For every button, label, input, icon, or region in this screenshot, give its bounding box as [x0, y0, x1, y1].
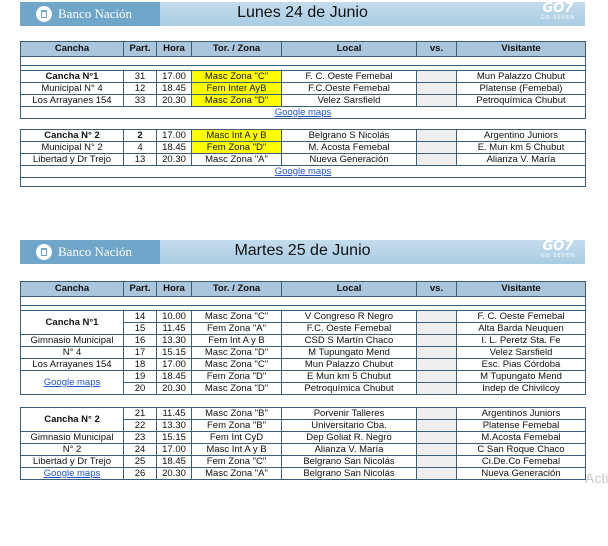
cancha-name: Cancha N°1 — [21, 311, 124, 335]
table-row: Cancha N° 2 21 11.45 Masc Zona "B" Porvenir Talleres Argentinos Juniors — [21, 408, 586, 420]
go7-logo: GO7 GO SEVEN — [540, 239, 575, 259]
day-banner — [20, 2, 585, 26]
col-zona: Tor. / Zona — [192, 282, 282, 297]
col-local: Local — [282, 42, 417, 57]
table-header — [21, 42, 586, 57]
google-maps-link[interactable]: Google maps — [43, 467, 101, 479]
cancha-name: Cancha N° 2 — [21, 408, 124, 432]
table-row: N° 2 24 17.00 Masc Int A y B Alianza V. María C San Roque Chaco — [21, 444, 586, 456]
day-title: Martes 25 de Junio — [234, 242, 371, 259]
col-zona: Tor. / Zona — [192, 42, 282, 57]
col-vs: vs. — [417, 282, 457, 297]
schedule-table-martes — [20, 281, 586, 480]
cancha-address: Municipal N° 4 — [21, 83, 124, 95]
go7-logo: GO7 GO SEVEN — [540, 1, 575, 21]
cancha-address: Municipal N° 2 — [21, 142, 124, 154]
col-hora: Hora — [157, 282, 192, 297]
cancha-address: Los Arrayanes 154 — [21, 95, 124, 107]
watermark-text: Acti — [585, 470, 608, 486]
cancha-address: Gimnasio Municipal — [21, 432, 124, 444]
cancha-name: Cancha N° 2 — [21, 130, 124, 142]
table-row: Cancha N° 2 2 17.00 Masc Int A y B Belgrano S Nicolás Argentino Juniors — [21, 130, 586, 142]
table-row: Libertad y Dr Trejo 25 18.45 Fem Zona "C" Belgrano San Nicolás Ci.De.Co Femebal — [21, 456, 586, 468]
google-maps-link[interactable]: Google maps — [43, 376, 101, 388]
table-row: Los Arrayanes 154 33 20.30 Masc Zona "D" Velez Sarsfield Petroquímica Chubut — [21, 95, 586, 107]
table-row: 15 11.45 Fem Zona "A" F.C. Oeste Femebal Alta Barda Neuquen — [21, 323, 586, 335]
table-row: Google maps 19 18.45 Fem Zona "D" E Mun km 5 Chubut M Tupungato Mend — [21, 371, 586, 383]
col-hora: Hora — [157, 42, 192, 57]
col-cancha: Cancha — [21, 282, 124, 297]
table-header — [21, 282, 586, 297]
day-banner — [20, 240, 585, 264]
table-row: 20 20.30 Masc Zona "D" Petroquímica Chubut Indep de Chivilcoy — [21, 383, 586, 395]
google-maps-link[interactable]: Google maps — [274, 165, 332, 177]
cancha-address: N° 4 — [21, 347, 124, 359]
table-row: Libertad y Dr Trejo 13 20.30 Masc Zona "A" Nueva Generación Alianza V. María — [21, 154, 586, 166]
cancha-address: Libertad y Dr Trejo — [21, 456, 124, 468]
col-local: Local — [282, 282, 417, 297]
table-row: Municipal N° 4 12 18.45 Fem Inter AyB F.C.Oeste Femebal Platense (Femebal) — [21, 83, 586, 95]
col-vs: vs. — [417, 42, 457, 57]
schedule-table-lunes — [20, 41, 586, 187]
col-part: Part. — [124, 42, 157, 57]
table-row: Google maps 26 20.30 Masc Zona "A" Belgrano San Nicolás Nueva Generación — [21, 468, 586, 480]
table-row: Municipal N° 2 4 18.45 Fem Zona "D" M. Acosta Femebal E. Mun km 5 Chubut — [21, 142, 586, 154]
bank-name: Banco Nación — [58, 6, 133, 21]
google-maps-link[interactable]: Google maps — [274, 106, 332, 118]
table-row: 22 13.30 Fem Zona "B" Universitario Cba. Platense Femebal — [21, 420, 586, 432]
col-part: Part. — [124, 282, 157, 297]
table-row: Gimnasio Municipal 16 13.30 Fem Int A y B CSD S Martín Chaco I. L. Peretz Sta. Fe — [21, 335, 586, 347]
bank-name: Banco Nación — [58, 244, 133, 259]
table-row: Los Arrayanes 154 18 17.00 Masc Zona "C" Mun Palazzo Chubut Esc. Pias Córdoba — [21, 359, 586, 371]
col-visitante: Visitante — [457, 282, 586, 297]
table-row: Cancha N°1 31 17.00 Masc Zona "C" F. C. Oeste Femebal Mun Palazzo Chubut — [21, 71, 586, 83]
col-visitante: Visitante — [457, 42, 586, 57]
table-row: Gimnasio Municipal 23 15.15 Fem Int CyD Dep Goliat R. Negro M.Acosta Femebal — [21, 432, 586, 444]
cancha-address: Los Arrayanes 154 — [21, 359, 124, 371]
table-row: N° 4 17 15.15 Masc Zona "D" M Tupungato Mend Velez Sarsfield — [21, 347, 586, 359]
cancha-address: Libertad y Dr Trejo — [21, 154, 124, 166]
cancha-address: Gimnasio Municipal — [21, 335, 124, 347]
table-row: Cancha N°1 14 10.00 Masc Zona "C" V Congreso R Negro F. C. Oeste Femebal — [21, 311, 586, 323]
col-cancha: Cancha — [21, 42, 124, 57]
cancha-address: N° 2 — [21, 444, 124, 456]
cancha-name: Cancha N°1 — [21, 71, 124, 83]
day-title: Lunes 24 de Junio — [237, 4, 368, 21]
